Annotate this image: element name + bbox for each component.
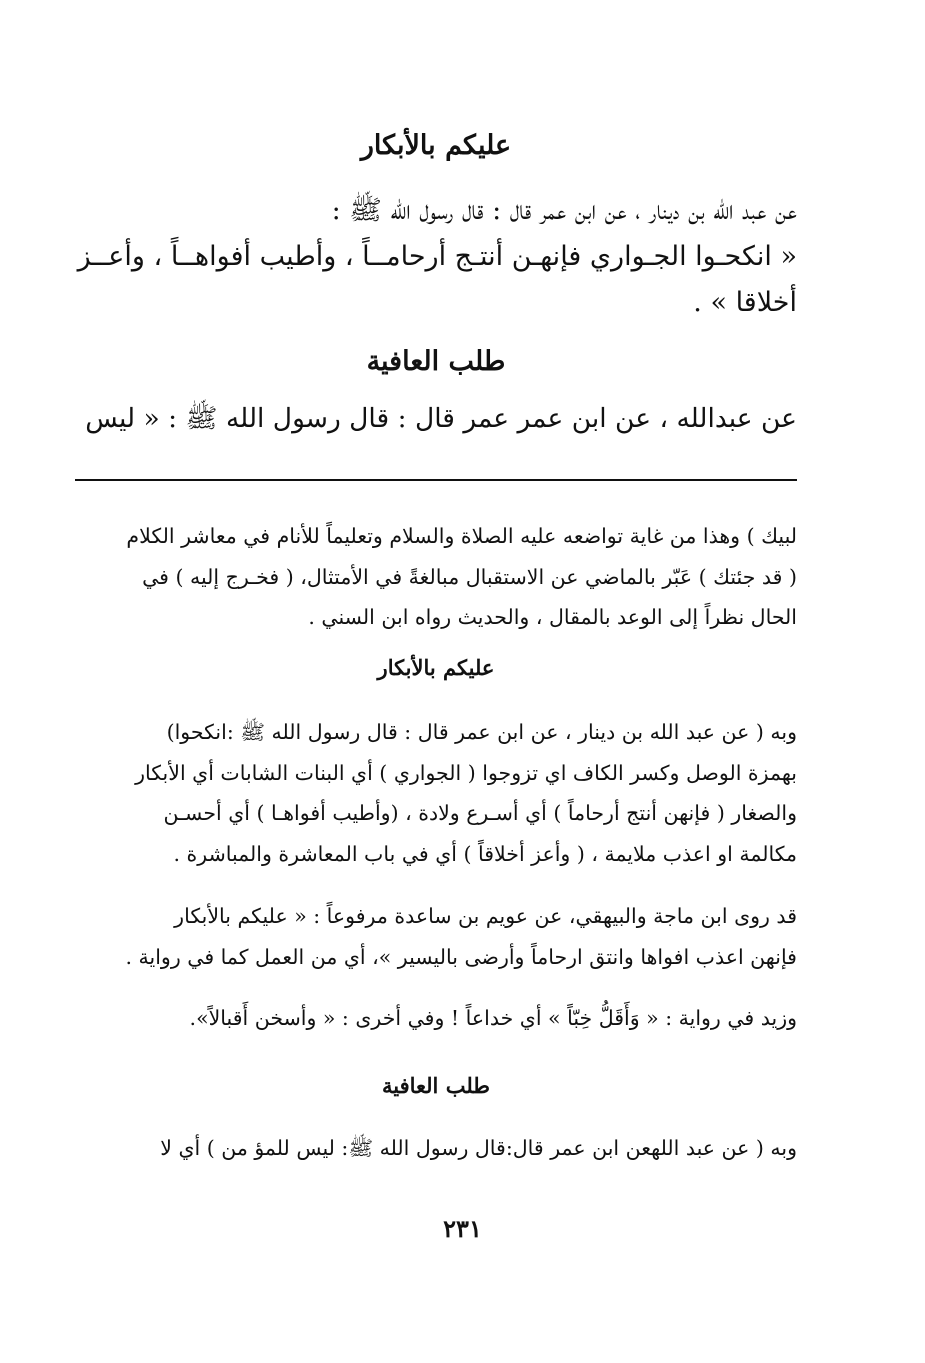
- commentary-paragraph-afiya: [75, 1128, 797, 1169]
- commentary-intro: [75, 516, 797, 638]
- text-line: فإنهن اعذب افواها وانتق ارحاماً وأرضى باليسير »، أي من العمل كما في رواية .: [125, 944, 797, 969]
- commentary-paragraph-2: [75, 896, 797, 977]
- main-paragraph-afiya: [75, 396, 797, 442]
- text-line: عن عبد الله بن دينار ، عن ابن عمر قال : قال رسول الله ﷺ :: [331, 195, 797, 226]
- text-line: قد روى ابن ماجة والبيهقي، عن عويم بن ساعدة مرفوعاً : « عليكم بالأبكار: [174, 904, 797, 928]
- main-paragraph-abkar: [75, 188, 797, 326]
- text-line: والصغار ( فإنهن أنتج أرحاماً ) أي أسـرع ولادة ، (وأطيب أفواهـا ) أي أحسـن: [163, 801, 797, 825]
- text-line: عن عبدالله ، عن ابن عمر عمر قال : قال رسول الله ﷺ : « ليس: [85, 403, 797, 434]
- text-line: وزيد في رواية : « وَأَقَلُّ خِبّاً » أي خداعاً ! وفي أخرى : « وأسخن أَقبالاً».: [189, 1006, 797, 1030]
- commentary-paragraph-3: [75, 998, 797, 1039]
- text-line: وبه ( عن عبد الله بن دينار ، عن ابن عمر قال : قال رسول الله ﷺ :انكحوا): [166, 720, 797, 744]
- text-line: الحال نظراً إلى الوعد بالمقال ، والحديث رواه ابن السني .: [308, 605, 797, 629]
- text-line: لبيك ) وهذا من غاية تواضعه عليه الصلاة والسلام وتعليماً للأنام في معاشر الكلام: [126, 524, 797, 548]
- text-line: وبه ( عن عبد اللهعن ابن عمر قال:قال رسول الله ﷺ: ليس للمؤ من ) أي لا: [160, 1136, 797, 1160]
- text-line: مكالمة او اعذب ملايمة ، ( وأعز أخلاقاً ) أي في باب المعاشرة والمباشرة .: [173, 841, 797, 866]
- main-heading-afiya: طلب العافية: [366, 346, 506, 377]
- footnote-separator: [75, 479, 797, 481]
- commentary-heading-abkar: عليكم بالأبكار: [377, 655, 495, 680]
- commentary-heading-afiya: طلب العافية: [382, 1073, 490, 1098]
- text-line: « انكحـوا الجـواري فإنهـن أنتـج أرحامــاً ، وأطيب أفواهــاً ، وأعــز: [77, 241, 797, 272]
- text-line: أخلاقا » .: [693, 287, 797, 318]
- page-number: ٢٣١: [443, 1214, 482, 1243]
- commentary-paragraph-1: [75, 712, 797, 874]
- text-line: ( قد جئتك ) عَبّر بالماضي عن الاستقبال مبالغةً في الأمتثال، ( فخـرج إليه ) في: [142, 564, 797, 589]
- main-heading-abkar: عليكم بالأبكار: [360, 130, 512, 161]
- text-line: بهمزة الوصل وكسر الكاف اي تزوجوا ( الجواري ) أي البنات الشابات أي الأبكار: [135, 760, 797, 785]
